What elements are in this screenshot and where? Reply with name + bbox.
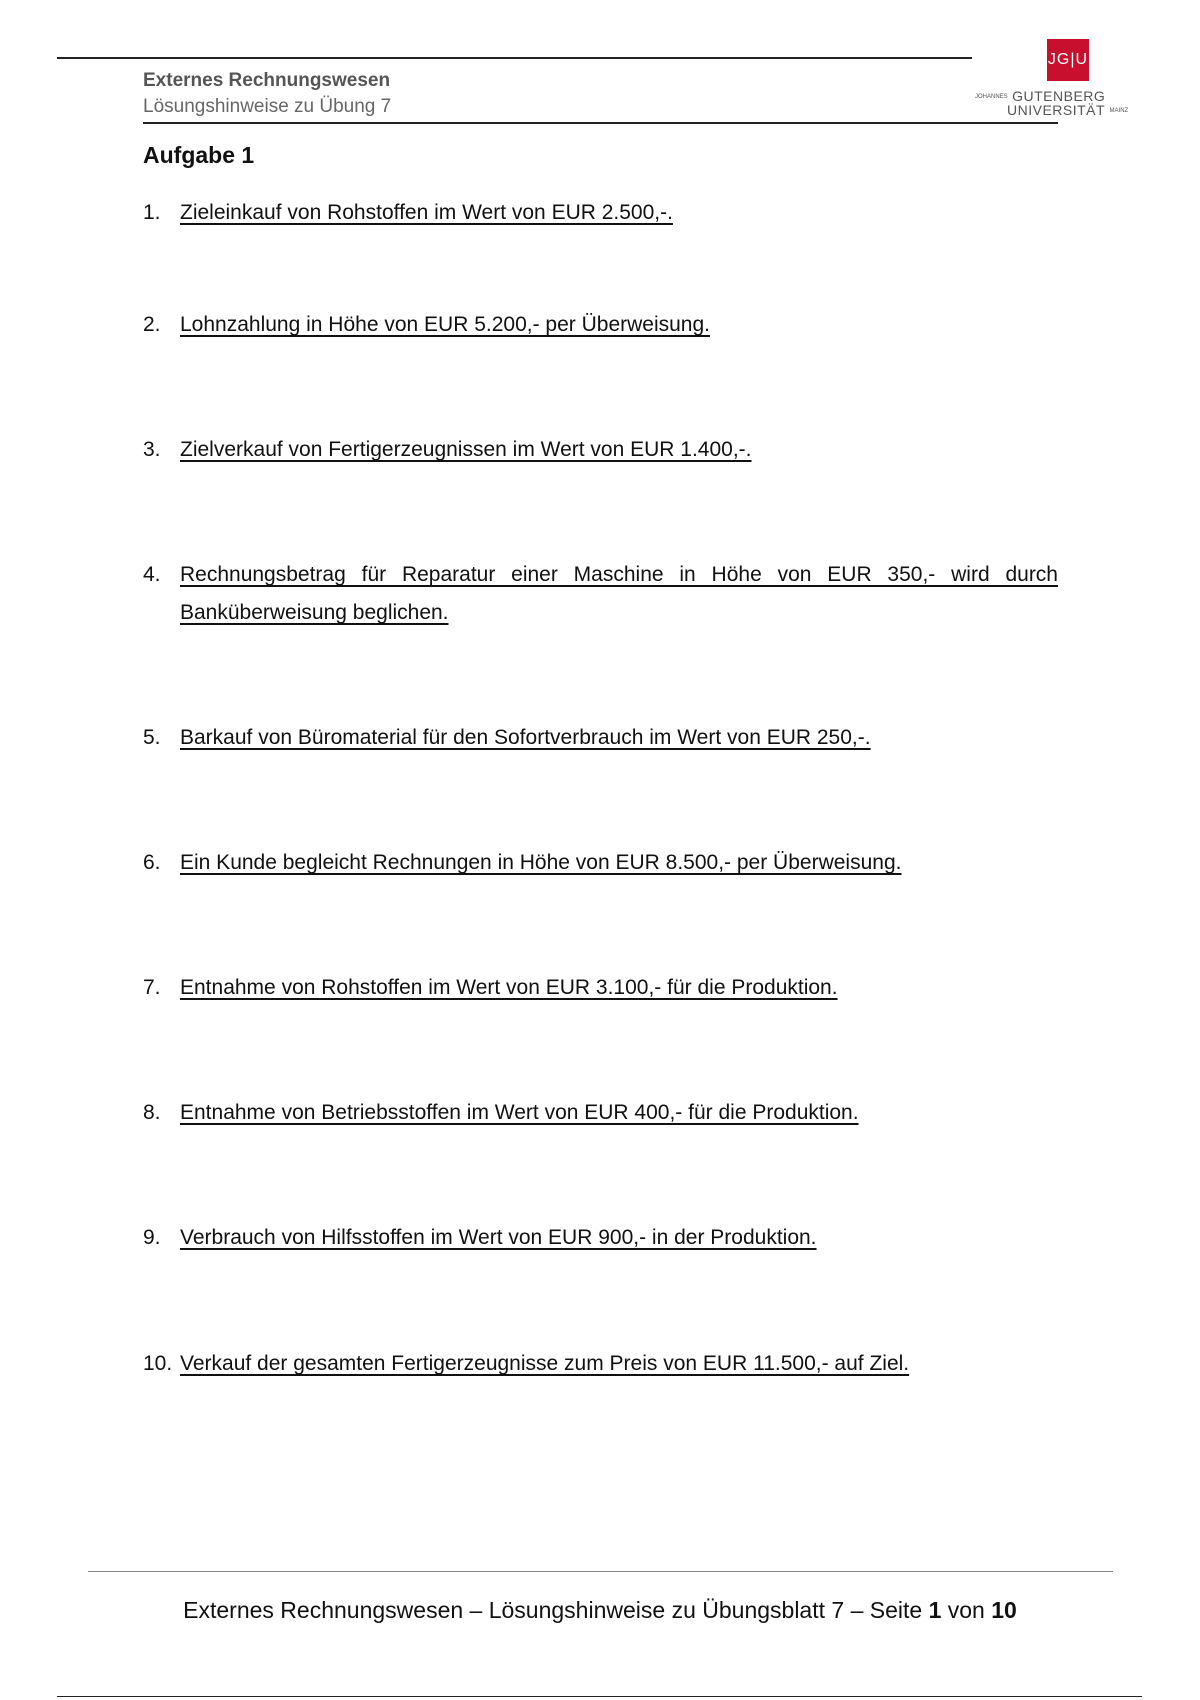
task-item-7 — [143, 969, 1058, 1007]
header-rule — [143, 122, 1058, 124]
header-title: Externes Rechnungswesen — [143, 70, 391, 91]
task-number: 1. — [143, 201, 161, 224]
bottom-rule — [57, 1696, 1142, 1697]
task-item-3 — [143, 431, 1058, 469]
task-item-1 — [143, 194, 1058, 232]
task-item-8 — [143, 1094, 1058, 1132]
task-text: Entnahme von Rohstoffen im Wert von EUR 3.100,- für die Produktion. — [180, 976, 838, 999]
university-logo — [975, 38, 1135, 118]
task-item-10 — [143, 1345, 1058, 1383]
task-text: Verbrauch von Hilfsstoffen im Wert von EUR 900,- in der Produktion. — [180, 1226, 817, 1249]
task-number: 10. — [143, 1352, 173, 1375]
footer-of: von — [941, 1597, 992, 1623]
task-number: 5. — [143, 726, 161, 749]
task-number: 2. — [143, 313, 161, 336]
task-text: Barkauf von Büromaterial für den Sofortverbrauch im Wert von EUR 250,-. — [180, 726, 871, 749]
task-item-5 — [143, 719, 1058, 757]
task-text: Lohnzahlung in Höhe von EUR 5.200,- per Überweisung. — [180, 313, 710, 336]
task-text: Entnahme von Betriebsstoffen im Wert von EUR 400,- für die Produktion. — [180, 1101, 859, 1124]
task-item-2 — [143, 306, 1058, 344]
task-number: 3. — [143, 438, 161, 461]
task-number: 7. — [143, 976, 161, 999]
task-number: 8. — [143, 1101, 161, 1124]
logo-small-text-1: JOHANNES — [975, 93, 1008, 100]
task-text: Rechnungsbetrag für Reparatur einer Maschine in Höhe von EUR 350,- wird durch Banküberweisung beglichen. — [180, 563, 1058, 624]
footer-prefix: Externes Rechnungswesen – Lösungshinweise zu Übungsblatt 7 – Seite — [183, 1597, 929, 1623]
task-text: Zieleinkauf von Rohstoffen im Wert von EUR 2.500,-. — [180, 201, 673, 224]
logo-line-2 — [1007, 102, 1128, 120]
task-text: Ein Kunde begleicht Rechnungen in Höhe von EUR 8.500,- per Überweisung. — [180, 851, 902, 874]
task-item-4 — [143, 556, 1058, 632]
task-number: 6. — [143, 851, 161, 874]
section-heading: Aufgabe 1 — [143, 142, 255, 168]
header-subtitle: Lösungshinweise zu Übung 7 — [143, 96, 392, 117]
footer-rule — [88, 1571, 1113, 1572]
logo-mark: JG|U — [1047, 39, 1089, 81]
page-footer — [0, 1597, 1200, 1624]
task-number: 4. — [143, 563, 161, 586]
footer-page-total: 10 — [991, 1597, 1017, 1623]
task-text: Zielverkauf von Fertigerzeugnissen im Wert von EUR 1.400,-. — [180, 438, 752, 461]
logo-big-text-1: GUTENBERG — [1012, 88, 1106, 104]
top-rule — [57, 57, 972, 59]
task-text: Verkauf der gesamten Fertigerzeugnisse zum Preis von EUR 11.500,- auf Ziel. — [180, 1352, 910, 1375]
task-number: 9. — [143, 1226, 161, 1249]
logo-big-text-2: UNIVERSITÄT — [1007, 102, 1106, 118]
task-item-6 — [143, 844, 1058, 882]
task-item-9 — [143, 1219, 1058, 1257]
footer-page-number: 1 — [928, 1597, 942, 1623]
logo-small-text-2: MAINZ — [1109, 107, 1129, 114]
